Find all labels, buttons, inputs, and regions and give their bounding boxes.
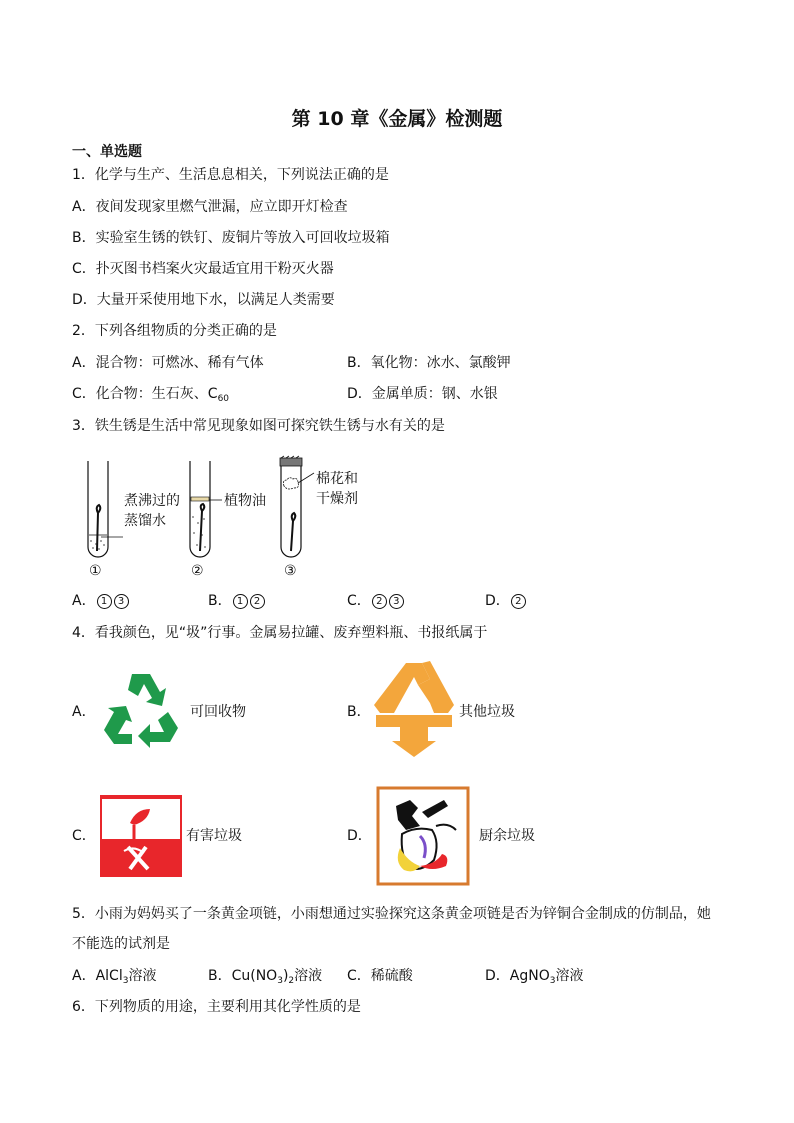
q5-option-a-text: A．AlCl	[72, 968, 123, 984]
q3-option-a-letter: A．	[72, 593, 96, 609]
tube-2	[190, 461, 222, 557]
q4-option-b-letter: B．	[347, 704, 371, 720]
tube-3	[280, 456, 314, 557]
q2-option-c-text: C．化合物：生石灰、C	[72, 386, 218, 402]
q4-option-a-label: 可回收物	[190, 704, 246, 720]
q5-option-a-suffix: 溶液	[128, 968, 157, 984]
q3-option-b-circle-2: 2	[250, 594, 265, 609]
q3-option-d-circle-1: 2	[511, 594, 526, 609]
q4-option-b-label: 其他垃圾	[459, 704, 515, 720]
q5-option-d-text: D．AgNO	[485, 968, 550, 984]
recycle-icon	[96, 666, 186, 750]
q6-stem: 6．下列物质的用途，主要利用其化学性质的是	[72, 999, 361, 1015]
q3-option-b-letter: B．	[208, 593, 232, 609]
page-title: 第 10 章《金属》检测题	[291, 108, 503, 130]
q3-option-a-circle-2: 3	[114, 594, 129, 609]
q3-option-c-circle-1: 2	[372, 594, 387, 609]
q3-option-a	[72, 592, 130, 610]
q4-option-c-letter: C．	[72, 828, 96, 844]
q3-option-d-letter: D．	[485, 593, 510, 609]
test-tube-figure	[76, 455, 376, 580]
q1-option-d: D．大量开采使用地下水，以满足人类需要	[72, 292, 335, 308]
q5-option-b-subscript-2: 2	[288, 976, 295, 986]
q4-option-a-letter: A．	[72, 704, 96, 720]
tube-3-number: ③	[284, 563, 297, 579]
q5-option-b-subscript-1: 3	[277, 976, 283, 986]
q5-option-b-text: B．Cu(NO	[208, 968, 278, 984]
q1-option-b: B．实验室生锈的铁钉、废铜片等放入可回收垃圾箱	[72, 230, 390, 246]
q1-option-c: C．扑灭图书档案火灾最适宜用干粉灭火器	[72, 261, 334, 277]
q4-option-d-label: 厨余垃圾	[479, 828, 535, 844]
q2-option-a: A．混合物：可燃冰、稀有气体	[72, 355, 264, 371]
q5-option-a	[72, 967, 156, 985]
q1-option-a: A．夜间发现家里燃气泄漏，应立即开灯检查	[72, 199, 348, 215]
other-waste-icon	[372, 661, 456, 759]
tube-2-number: ②	[191, 563, 204, 579]
q3-option-c	[347, 592, 405, 610]
q3-option-a-circle-1: 1	[97, 594, 112, 609]
q2-option-b: B．氧化物：冰水、氯酸钾	[347, 355, 511, 371]
q5-option-c: C．稀硫酸	[347, 968, 413, 984]
q3-stem: 3．铁生锈是生活中常见现象如图可探究铁生锈与水有关的是	[72, 418, 445, 434]
q3-option-b	[208, 592, 266, 610]
kitchen-waste-icon	[376, 786, 470, 886]
tube-1	[88, 461, 123, 557]
q5-option-b	[208, 967, 322, 985]
q5-option-b-suffix: 溶液	[294, 968, 323, 984]
q3-option-c-circle-2: 3	[389, 594, 404, 609]
q3-option-d	[485, 592, 527, 610]
q5-option-d-subscript: 3	[549, 976, 556, 986]
q4-option-c-label: 有害垃圾	[186, 828, 242, 844]
label-cotton-2: 干燥剂	[316, 491, 358, 507]
q5-stem-line-2: 不能选的试剂是	[72, 936, 170, 952]
q4-stem: 4．看我颜色，见“圾”行事。金属易拉罐、废弃塑料瓶、书报纸属于	[72, 625, 488, 641]
q5-option-d	[485, 967, 583, 985]
q1-stem: 1．化学与生产、生活息息相关，下列说法正确的是	[72, 167, 389, 183]
label-oil: 植物油	[224, 493, 266, 509]
section-heading: 一、单选题	[72, 144, 142, 160]
q3-option-c-letter: C．	[347, 593, 371, 609]
q2-option-c-subscript: 60	[217, 394, 230, 404]
q2-option-c	[72, 385, 229, 403]
q4-option-d-letter: D．	[347, 828, 372, 844]
q2-stem: 2．下列各组物质的分类正确的是	[72, 323, 277, 339]
q5-option-d-suffix: 溶液	[555, 968, 584, 984]
q2-option-d: D．金属单质：钢、水银	[347, 386, 498, 402]
tube-1-number: ①	[89, 563, 102, 579]
label-boiled-water-1: 煮沸过的	[124, 493, 180, 509]
q5-option-a-subscript: 3	[122, 976, 129, 986]
harmful-waste-icon	[100, 795, 182, 877]
label-cotton-1: 棉花和	[316, 471, 358, 487]
q3-option-b-circle-1: 1	[233, 594, 248, 609]
q5-option-b-paren: )	[282, 968, 289, 984]
q5-stem-line-1: 5．小雨为妈妈买了一条黄金项链，小雨想通过实验探究这条黄金项链是否为锌铜合金制成的仿制品，她	[72, 906, 711, 922]
label-boiled-water-2: 蒸馏水	[124, 513, 166, 529]
